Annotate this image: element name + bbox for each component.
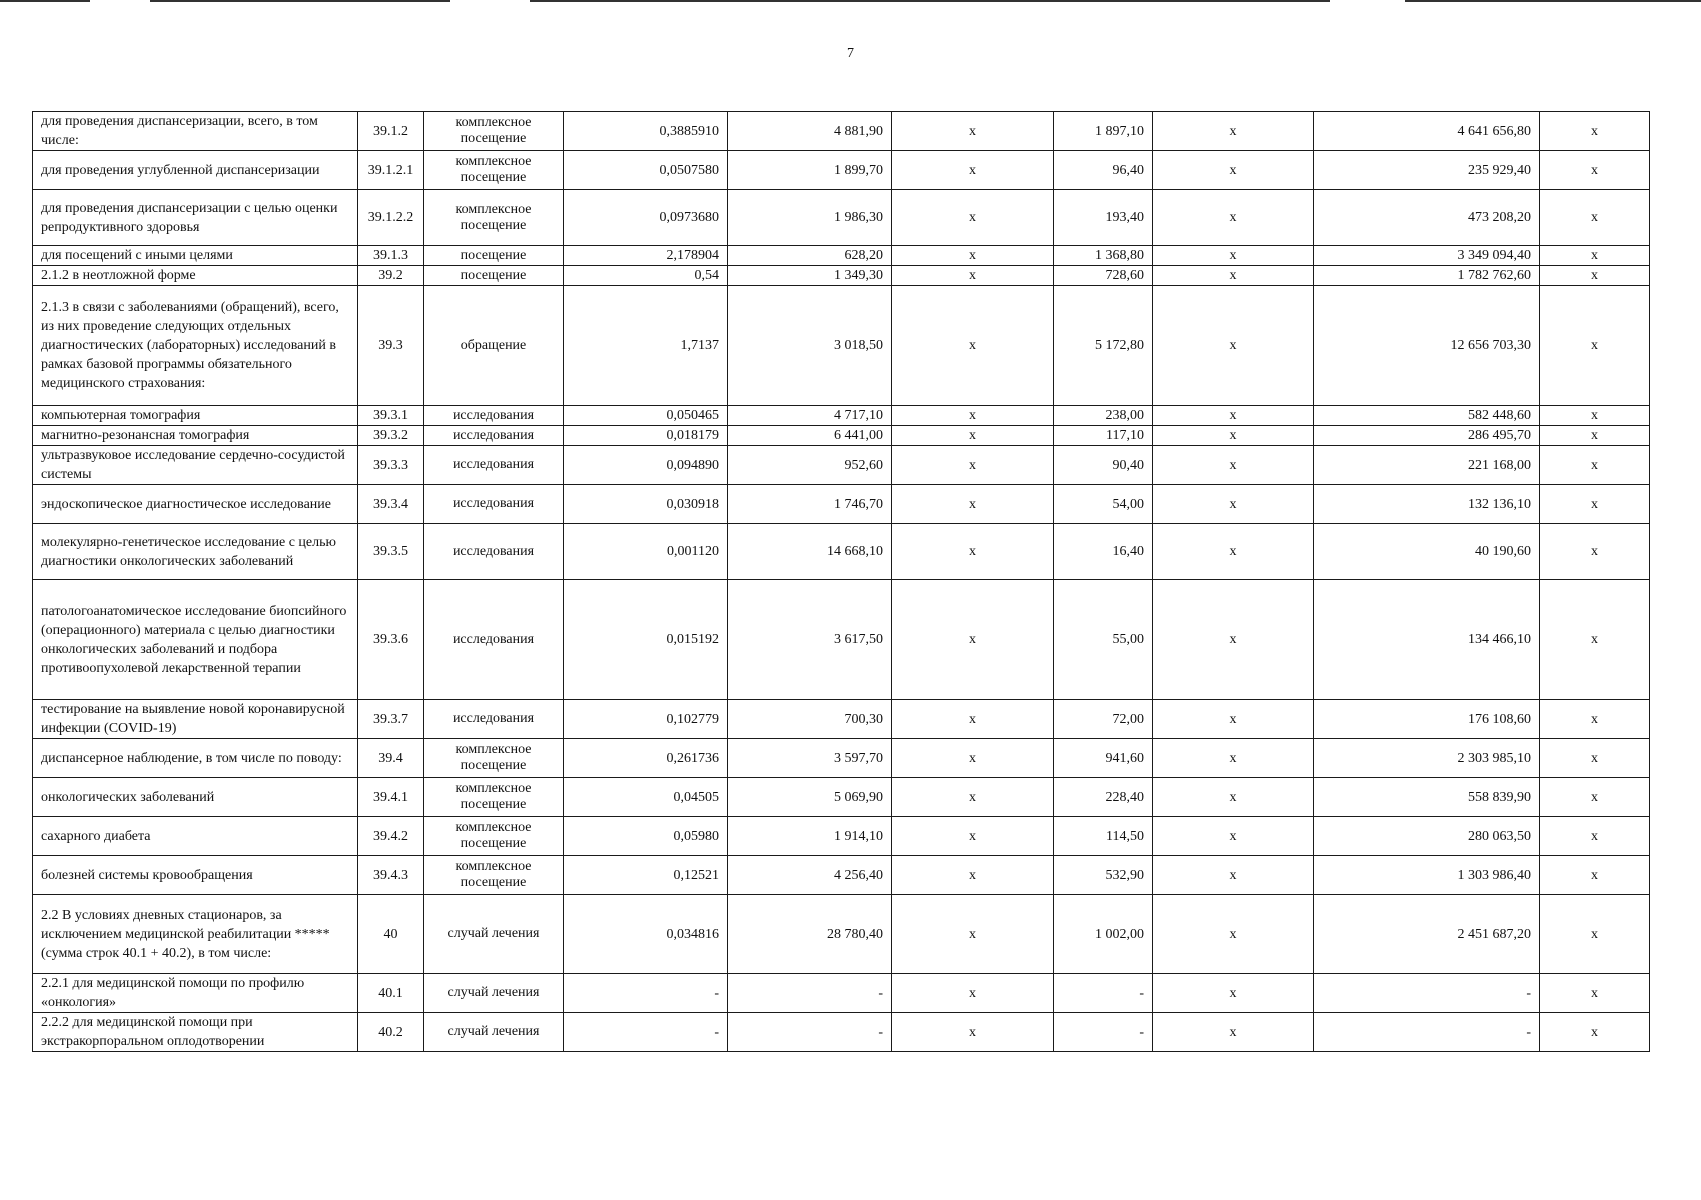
row-cost-cell: 4 717,10 (728, 406, 892, 426)
row-per-capita-cell: 55,00 (1054, 580, 1153, 700)
row-total-cell: 2 303 985,10 (1314, 739, 1540, 778)
row-total-cell: 1 782 762,60 (1314, 266, 1540, 286)
row-norm-cell: - (564, 1013, 728, 1052)
row-x-cell: х (892, 485, 1054, 524)
row-cost-cell: 28 780,40 (728, 895, 892, 974)
row-x-cell: х (1153, 778, 1314, 817)
row-unit-cell: комплексное посещение (424, 817, 564, 856)
row-x-cell: х (1153, 580, 1314, 700)
row-norm-cell: 0,04505 (564, 778, 728, 817)
row-name-cell: 2.2 В условиях дневных стационаров, за исключением медицинской реабилитации ***** (сумма строк 40.1 + 40.2), в том числе: (33, 895, 358, 974)
row-x-cell: х (1153, 817, 1314, 856)
row-total-cell: 280 063,50 (1314, 817, 1540, 856)
row-code-cell: 39.4.1 (358, 778, 424, 817)
row-unit-cell: комплексное посещение (424, 778, 564, 817)
row-cost-cell: 1 899,70 (728, 151, 892, 190)
row-per-capita-cell: - (1054, 974, 1153, 1013)
row-x-cell: х (1153, 406, 1314, 426)
scan-edge-left (0, 0, 90, 2)
row-total-cell: 286 495,70 (1314, 426, 1540, 446)
row-total-cell: 235 929,40 (1314, 151, 1540, 190)
row-cost-cell: 700,30 (728, 700, 892, 739)
row-code-cell: 39.3.2 (358, 426, 424, 446)
row-code-cell: 39.1.2.2 (358, 190, 424, 246)
row-code-cell: 39.3.7 (358, 700, 424, 739)
row-unit-cell: случай лечения (424, 1013, 564, 1052)
row-total-cell: 2 451 687,20 (1314, 895, 1540, 974)
row-norm-cell: 0,3885910 (564, 112, 728, 151)
row-x-cell: х (1540, 151, 1650, 190)
scan-edge-center-left (150, 0, 450, 2)
row-name-cell: для проведения углубленной диспансеризации (33, 151, 358, 190)
row-x-cell: х (892, 406, 1054, 426)
row-unit-cell: комплексное посещение (424, 856, 564, 895)
table-row (33, 406, 1650, 426)
row-code-cell: 39.1.2.1 (358, 151, 424, 190)
row-name-cell: диспансерное наблюдение, в том числе по поводу: (33, 739, 358, 778)
table-row (33, 246, 1650, 266)
row-norm-cell: 0,050465 (564, 406, 728, 426)
table-row (33, 112, 1650, 151)
row-unit-cell: исследования (424, 485, 564, 524)
row-per-capita-cell: 96,40 (1054, 151, 1153, 190)
row-per-capita-cell: 238,00 (1054, 406, 1153, 426)
row-x-cell: х (1153, 524, 1314, 580)
row-total-cell: 221 168,00 (1314, 446, 1540, 485)
table-row (33, 190, 1650, 246)
row-x-cell: х (1153, 700, 1314, 739)
row-unit-cell: исследования (424, 406, 564, 426)
row-total-cell: 176 108,60 (1314, 700, 1540, 739)
row-x-cell: х (1153, 446, 1314, 485)
row-cost-cell: 1 914,10 (728, 817, 892, 856)
table-body (33, 112, 1650, 1052)
row-name-cell: 2.1.3 в связи с заболеваниями (обращений), всего, из них проведение следующих отдельных диагностических (лабораторных) исследований в рамках базовой программы обязательного медицинского страхования: (33, 286, 358, 406)
row-code-cell: 39.2 (358, 266, 424, 286)
row-x-cell: х (1540, 700, 1650, 739)
row-total-cell: 132 136,10 (1314, 485, 1540, 524)
row-x-cell: х (892, 112, 1054, 151)
row-x-cell: х (1153, 286, 1314, 406)
row-x-cell: х (892, 856, 1054, 895)
row-x-cell: х (1540, 446, 1650, 485)
row-x-cell: х (1540, 406, 1650, 426)
row-per-capita-cell: 72,00 (1054, 700, 1153, 739)
table-row (33, 485, 1650, 524)
row-cost-cell: - (728, 974, 892, 1013)
row-x-cell: х (892, 974, 1054, 1013)
row-norm-cell: 0,0507580 (564, 151, 728, 190)
row-code-cell: 39.1.2 (358, 112, 424, 151)
row-cost-cell: 14 668,10 (728, 524, 892, 580)
row-name-cell: 2.2.1 для медицинской помощи по профилю «онкология» (33, 974, 358, 1013)
row-x-cell: х (892, 700, 1054, 739)
row-norm-cell: 0,05980 (564, 817, 728, 856)
row-x-cell: х (1153, 426, 1314, 446)
row-x-cell: х (892, 778, 1054, 817)
row-unit-cell: комплексное посещение (424, 190, 564, 246)
row-per-capita-cell: 1 897,10 (1054, 112, 1153, 151)
row-unit-cell: комплексное посещение (424, 739, 564, 778)
row-per-capita-cell: 228,40 (1054, 778, 1153, 817)
row-x-cell: х (892, 246, 1054, 266)
row-x-cell: х (892, 151, 1054, 190)
row-x-cell: х (892, 190, 1054, 246)
row-per-capita-cell: 532,90 (1054, 856, 1153, 895)
row-x-cell: х (1540, 895, 1650, 974)
row-name-cell: патологоанатомическое исследование биопсийного (операционного) материала с целью диагностики онкологических заболеваний и подбора противоопухолевой лекарственной терапии (33, 580, 358, 700)
row-x-cell: х (1540, 190, 1650, 246)
row-x-cell: х (1540, 266, 1650, 286)
table-row (33, 700, 1650, 739)
table-row (33, 817, 1650, 856)
row-per-capita-cell: 90,40 (1054, 446, 1153, 485)
row-x-cell: х (892, 446, 1054, 485)
row-x-cell: х (892, 524, 1054, 580)
row-name-cell: онкологических заболеваний (33, 778, 358, 817)
row-x-cell: х (1153, 485, 1314, 524)
row-norm-cell: 2,178904 (564, 246, 728, 266)
row-norm-cell: - (564, 974, 728, 1013)
row-total-cell: - (1314, 974, 1540, 1013)
row-unit-cell: исследования (424, 426, 564, 446)
row-code-cell: 40.1 (358, 974, 424, 1013)
row-cost-cell: 4 881,90 (728, 112, 892, 151)
row-cost-cell: 1 349,30 (728, 266, 892, 286)
row-norm-cell: 0,034816 (564, 895, 728, 974)
row-cost-cell: 6 441,00 (728, 426, 892, 446)
row-x-cell: х (1540, 974, 1650, 1013)
row-x-cell: х (1540, 112, 1650, 151)
row-name-cell: сахарного диабета (33, 817, 358, 856)
row-name-cell: компьютерная томография (33, 406, 358, 426)
row-x-cell: х (1540, 426, 1650, 446)
row-unit-cell: случай лечения (424, 895, 564, 974)
row-cost-cell: 1 986,30 (728, 190, 892, 246)
row-total-cell: 582 448,60 (1314, 406, 1540, 426)
row-x-cell: х (892, 895, 1054, 974)
table-row (33, 524, 1650, 580)
table-row (33, 286, 1650, 406)
row-x-cell: х (892, 580, 1054, 700)
row-norm-cell: 0,030918 (564, 485, 728, 524)
row-total-cell: 3 349 094,40 (1314, 246, 1540, 266)
row-cost-cell: 3 018,50 (728, 286, 892, 406)
row-x-cell: х (1153, 266, 1314, 286)
row-norm-cell: 0,54 (564, 266, 728, 286)
row-cost-cell: 5 069,90 (728, 778, 892, 817)
row-per-capita-cell: - (1054, 1013, 1153, 1052)
row-unit-cell: исследования (424, 580, 564, 700)
row-per-capita-cell: 1 002,00 (1054, 895, 1153, 974)
row-x-cell: х (1540, 856, 1650, 895)
row-x-cell: х (1153, 1013, 1314, 1052)
row-name-cell: для посещений с иными целями (33, 246, 358, 266)
table-row (33, 426, 1650, 446)
row-x-cell: х (1540, 817, 1650, 856)
table-row (33, 739, 1650, 778)
table-row (33, 856, 1650, 895)
row-x-cell: х (1540, 1013, 1650, 1052)
page-number: 7 (847, 46, 854, 61)
row-unit-cell: исследования (424, 524, 564, 580)
row-cost-cell: 628,20 (728, 246, 892, 266)
row-unit-cell: исследования (424, 700, 564, 739)
row-cost-cell: 952,60 (728, 446, 892, 485)
row-per-capita-cell: 728,60 (1054, 266, 1153, 286)
row-norm-cell: 0,015192 (564, 580, 728, 700)
row-x-cell: х (892, 266, 1054, 286)
row-norm-cell: 0,0973680 (564, 190, 728, 246)
row-norm-cell: 0,018179 (564, 426, 728, 446)
row-x-cell: х (1153, 739, 1314, 778)
row-total-cell: 134 466,10 (1314, 580, 1540, 700)
row-name-cell: тестирование на выявление новой коронавирусной инфекции (COVID-19) (33, 700, 358, 739)
row-name-cell: 2.1.2 в неотложной форме (33, 266, 358, 286)
row-total-cell: 12 656 703,30 (1314, 286, 1540, 406)
row-cost-cell: - (728, 1013, 892, 1052)
row-total-cell: 4 641 656,80 (1314, 112, 1540, 151)
row-code-cell: 39.3.5 (358, 524, 424, 580)
row-per-capita-cell: 54,00 (1054, 485, 1153, 524)
row-x-cell: х (892, 817, 1054, 856)
row-code-cell: 39.4 (358, 739, 424, 778)
row-x-cell: х (1153, 246, 1314, 266)
row-norm-cell: 0,12521 (564, 856, 728, 895)
row-total-cell: 40 190,60 (1314, 524, 1540, 580)
row-x-cell: х (1153, 112, 1314, 151)
row-x-cell: х (1153, 895, 1314, 974)
row-code-cell: 40.2 (358, 1013, 424, 1052)
row-norm-cell: 0,102779 (564, 700, 728, 739)
row-per-capita-cell: 114,50 (1054, 817, 1153, 856)
row-x-cell: х (892, 739, 1054, 778)
row-cost-cell: 4 256,40 (728, 856, 892, 895)
row-x-cell: х (1540, 778, 1650, 817)
table-row (33, 1013, 1650, 1052)
row-total-cell: 1 303 986,40 (1314, 856, 1540, 895)
row-x-cell: х (892, 286, 1054, 406)
row-unit-cell: посещение (424, 266, 564, 286)
row-name-cell: магнитно-резонансная томография (33, 426, 358, 446)
row-code-cell: 39.3.3 (358, 446, 424, 485)
table-row (33, 266, 1650, 286)
row-per-capita-cell: 16,40 (1054, 524, 1153, 580)
row-x-cell: х (1153, 151, 1314, 190)
row-per-capita-cell: 1 368,80 (1054, 246, 1153, 266)
row-x-cell: х (1153, 856, 1314, 895)
row-unit-cell: комплексное посещение (424, 151, 564, 190)
table-row (33, 151, 1650, 190)
row-code-cell: 39.3.6 (358, 580, 424, 700)
row-total-cell: 558 839,90 (1314, 778, 1540, 817)
row-cost-cell: 3 597,70 (728, 739, 892, 778)
table-row (33, 778, 1650, 817)
row-x-cell: х (1540, 286, 1650, 406)
row-name-cell: эндоскопическое диагностическое исследование (33, 485, 358, 524)
row-total-cell: - (1314, 1013, 1540, 1052)
row-x-cell: х (1540, 524, 1650, 580)
row-x-cell: х (1153, 190, 1314, 246)
row-name-cell: ультразвуковое исследование сердечно-сосудистой системы (33, 446, 358, 485)
row-code-cell: 40 (358, 895, 424, 974)
row-unit-cell: случай лечения (424, 974, 564, 1013)
scan-edge-right (1405, 0, 1701, 2)
table-row (33, 446, 1650, 485)
table-row (33, 580, 1650, 700)
row-unit-cell: обращение (424, 286, 564, 406)
row-norm-cell: 0,001120 (564, 524, 728, 580)
row-unit-cell: исследования (424, 446, 564, 485)
row-cost-cell: 1 746,70 (728, 485, 892, 524)
row-code-cell: 39.3.4 (358, 485, 424, 524)
row-x-cell: х (1153, 974, 1314, 1013)
row-x-cell: х (892, 1013, 1054, 1052)
scan-edge-center-right (530, 0, 1330, 2)
row-x-cell: х (1540, 485, 1650, 524)
row-total-cell: 473 208,20 (1314, 190, 1540, 246)
row-norm-cell: 1,7137 (564, 286, 728, 406)
row-name-cell: 2.2.2 для медицинской помощи при экстракорпоральном оплодотворении (33, 1013, 358, 1052)
row-norm-cell: 0,261736 (564, 739, 728, 778)
row-per-capita-cell: 193,40 (1054, 190, 1153, 246)
row-cost-cell: 3 617,50 (728, 580, 892, 700)
row-code-cell: 39.3 (358, 286, 424, 406)
table-row (33, 974, 1650, 1013)
row-per-capita-cell: 941,60 (1054, 739, 1153, 778)
report-table (32, 111, 1650, 1052)
row-x-cell: х (1540, 739, 1650, 778)
row-x-cell: х (1540, 246, 1650, 266)
table-row (33, 895, 1650, 974)
row-code-cell: 39.4.3 (358, 856, 424, 895)
row-code-cell: 39.3.1 (358, 406, 424, 426)
row-name-cell: молекулярно-генетическое исследование с целью диагностики онкологических заболеваний (33, 524, 358, 580)
row-unit-cell: посещение (424, 246, 564, 266)
row-name-cell: для проведения диспансеризации, всего, в том числе: (33, 112, 358, 151)
row-per-capita-cell: 117,10 (1054, 426, 1153, 446)
row-name-cell: для проведения диспансеризации с целью оценки репродуктивного здоровья (33, 190, 358, 246)
row-norm-cell: 0,094890 (564, 446, 728, 485)
row-x-cell: х (1540, 580, 1650, 700)
row-x-cell: х (892, 426, 1054, 446)
row-name-cell: болезней системы кровообращения (33, 856, 358, 895)
row-code-cell: 39.1.3 (358, 246, 424, 266)
row-code-cell: 39.4.2 (358, 817, 424, 856)
row-unit-cell: комплексное посещение (424, 112, 564, 151)
row-per-capita-cell: 5 172,80 (1054, 286, 1153, 406)
